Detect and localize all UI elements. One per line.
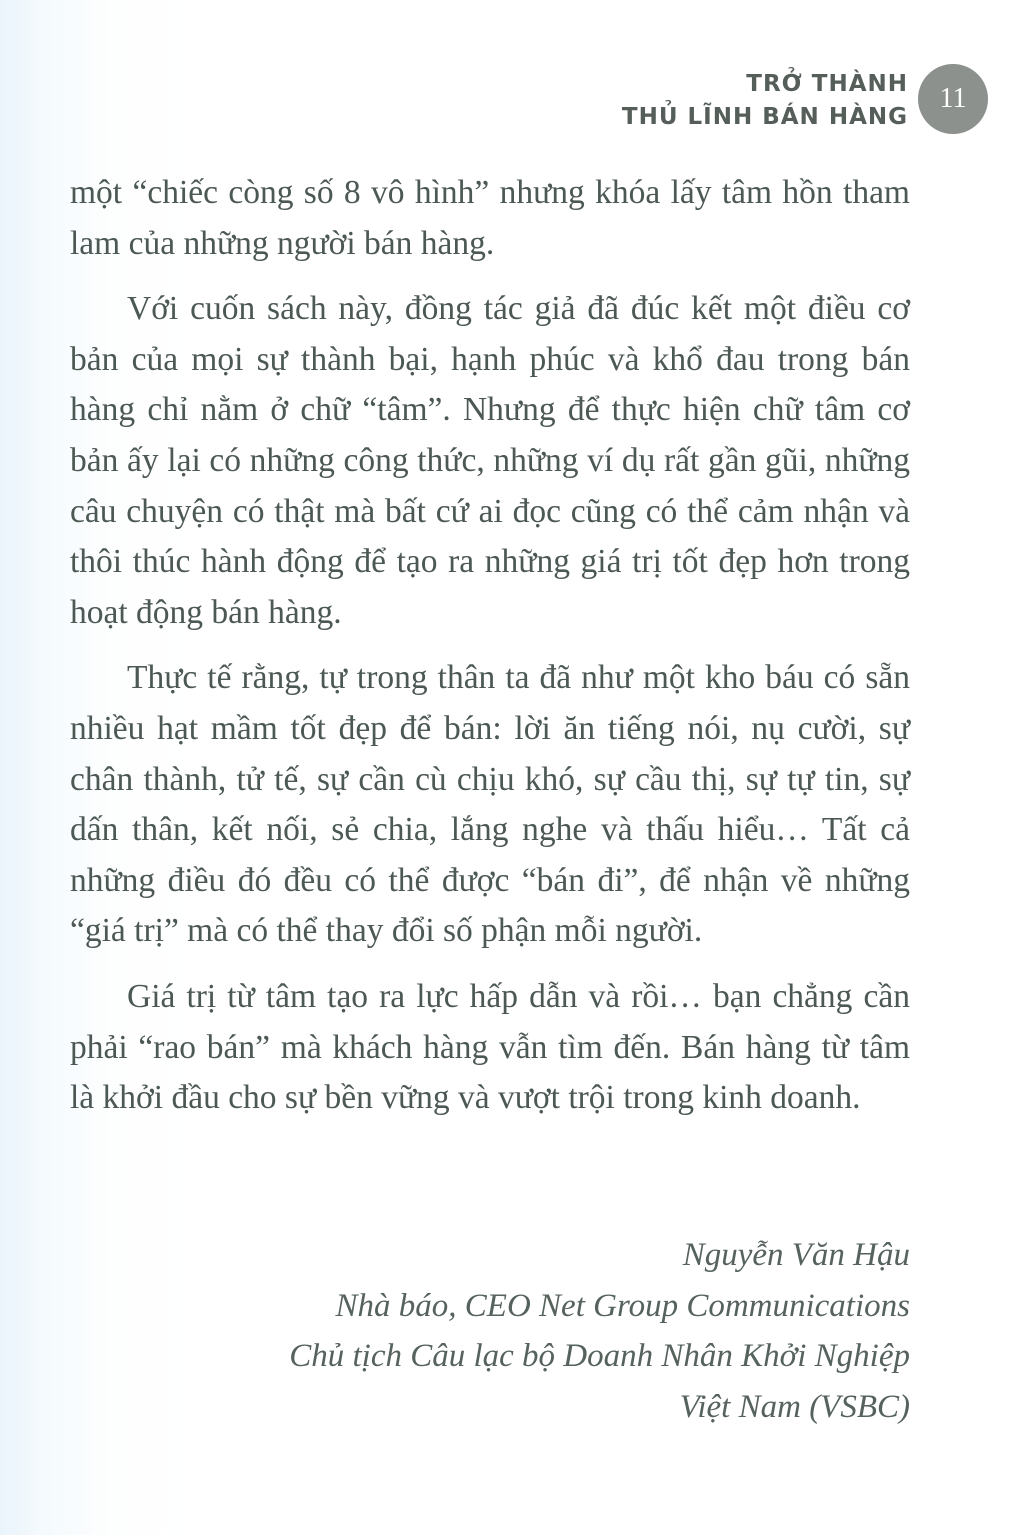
paragraph: Thực tế rằng, tự trong thân ta đã như một kho báu có sẵn nhiều hạt mầm tốt đẹp để bán: lời ăn tiếng nói, nụ cười, sự chân thành, tử tế, sự cần cù chịu khó, sự cầu thị, sự tự tin, sự dấn thân, kết nối, sẻ chia, lắng nghe và thấu hiểu… Tất cả những điều đó đều có thể được “bán đi”, để nhận về những “giá trị” mà có thể thay đổi số phận mỗi người. xyxy=(70,659,910,950)
signature-title-line-1: Chủ tịch Câu lạc bộ Doanh Nhân Khởi Nghiệp xyxy=(289,1338,910,1374)
running-head-line-2: THỦ LĨNH BÁN HÀNG xyxy=(621,104,908,130)
signature-name: Nguyễn Văn Hậu xyxy=(682,1237,910,1273)
running-head-line-1: TRỞ THÀNH xyxy=(746,71,908,97)
paragraph: một “chiếc còng số 8 vô hình” nhưng khóa lấy tâm hồn tham lam của những người bán hàng. xyxy=(70,174,910,262)
body-text xyxy=(70,168,910,1139)
page-number: 11 xyxy=(939,83,967,114)
signature-title-line-2: Việt Nam (VSBC) xyxy=(679,1388,910,1425)
signature-block xyxy=(289,1230,910,1432)
paragraph: Giá trị từ tâm tạo ra lực hấp dẫn và rồi… bạn chẳng cần phải “rao bán” mà khách hàng vẫn tìm đến. Bán hàng từ tâm là khởi đầu cho sự bền vững và vượt trội trong kinh doanh. xyxy=(70,977,910,1117)
paragraph: Với cuốn sách này, đồng tác giả đã đúc kết một điều cơ bản của mọi sự thành bại, hạnh phúc và khổ đau trong bán hàng chỉ nằm ở chữ “tâm”. Nhưng để thực hiện chữ tâm cơ bản ấy lại có những công thức, những ví dụ rất gần gũi, những câu chuyện có thật mà bất cứ ai đọc cũng có thể cảm nhận và thôi thúc hành động để tạo ra những giá trị tốt đẹp hơn trong hoạt động bán hàng. xyxy=(70,290,910,631)
page-number-badge xyxy=(918,64,988,134)
signature-role: Nhà báo, CEO Net Group Communications xyxy=(335,1287,910,1324)
running-head xyxy=(622,68,908,134)
